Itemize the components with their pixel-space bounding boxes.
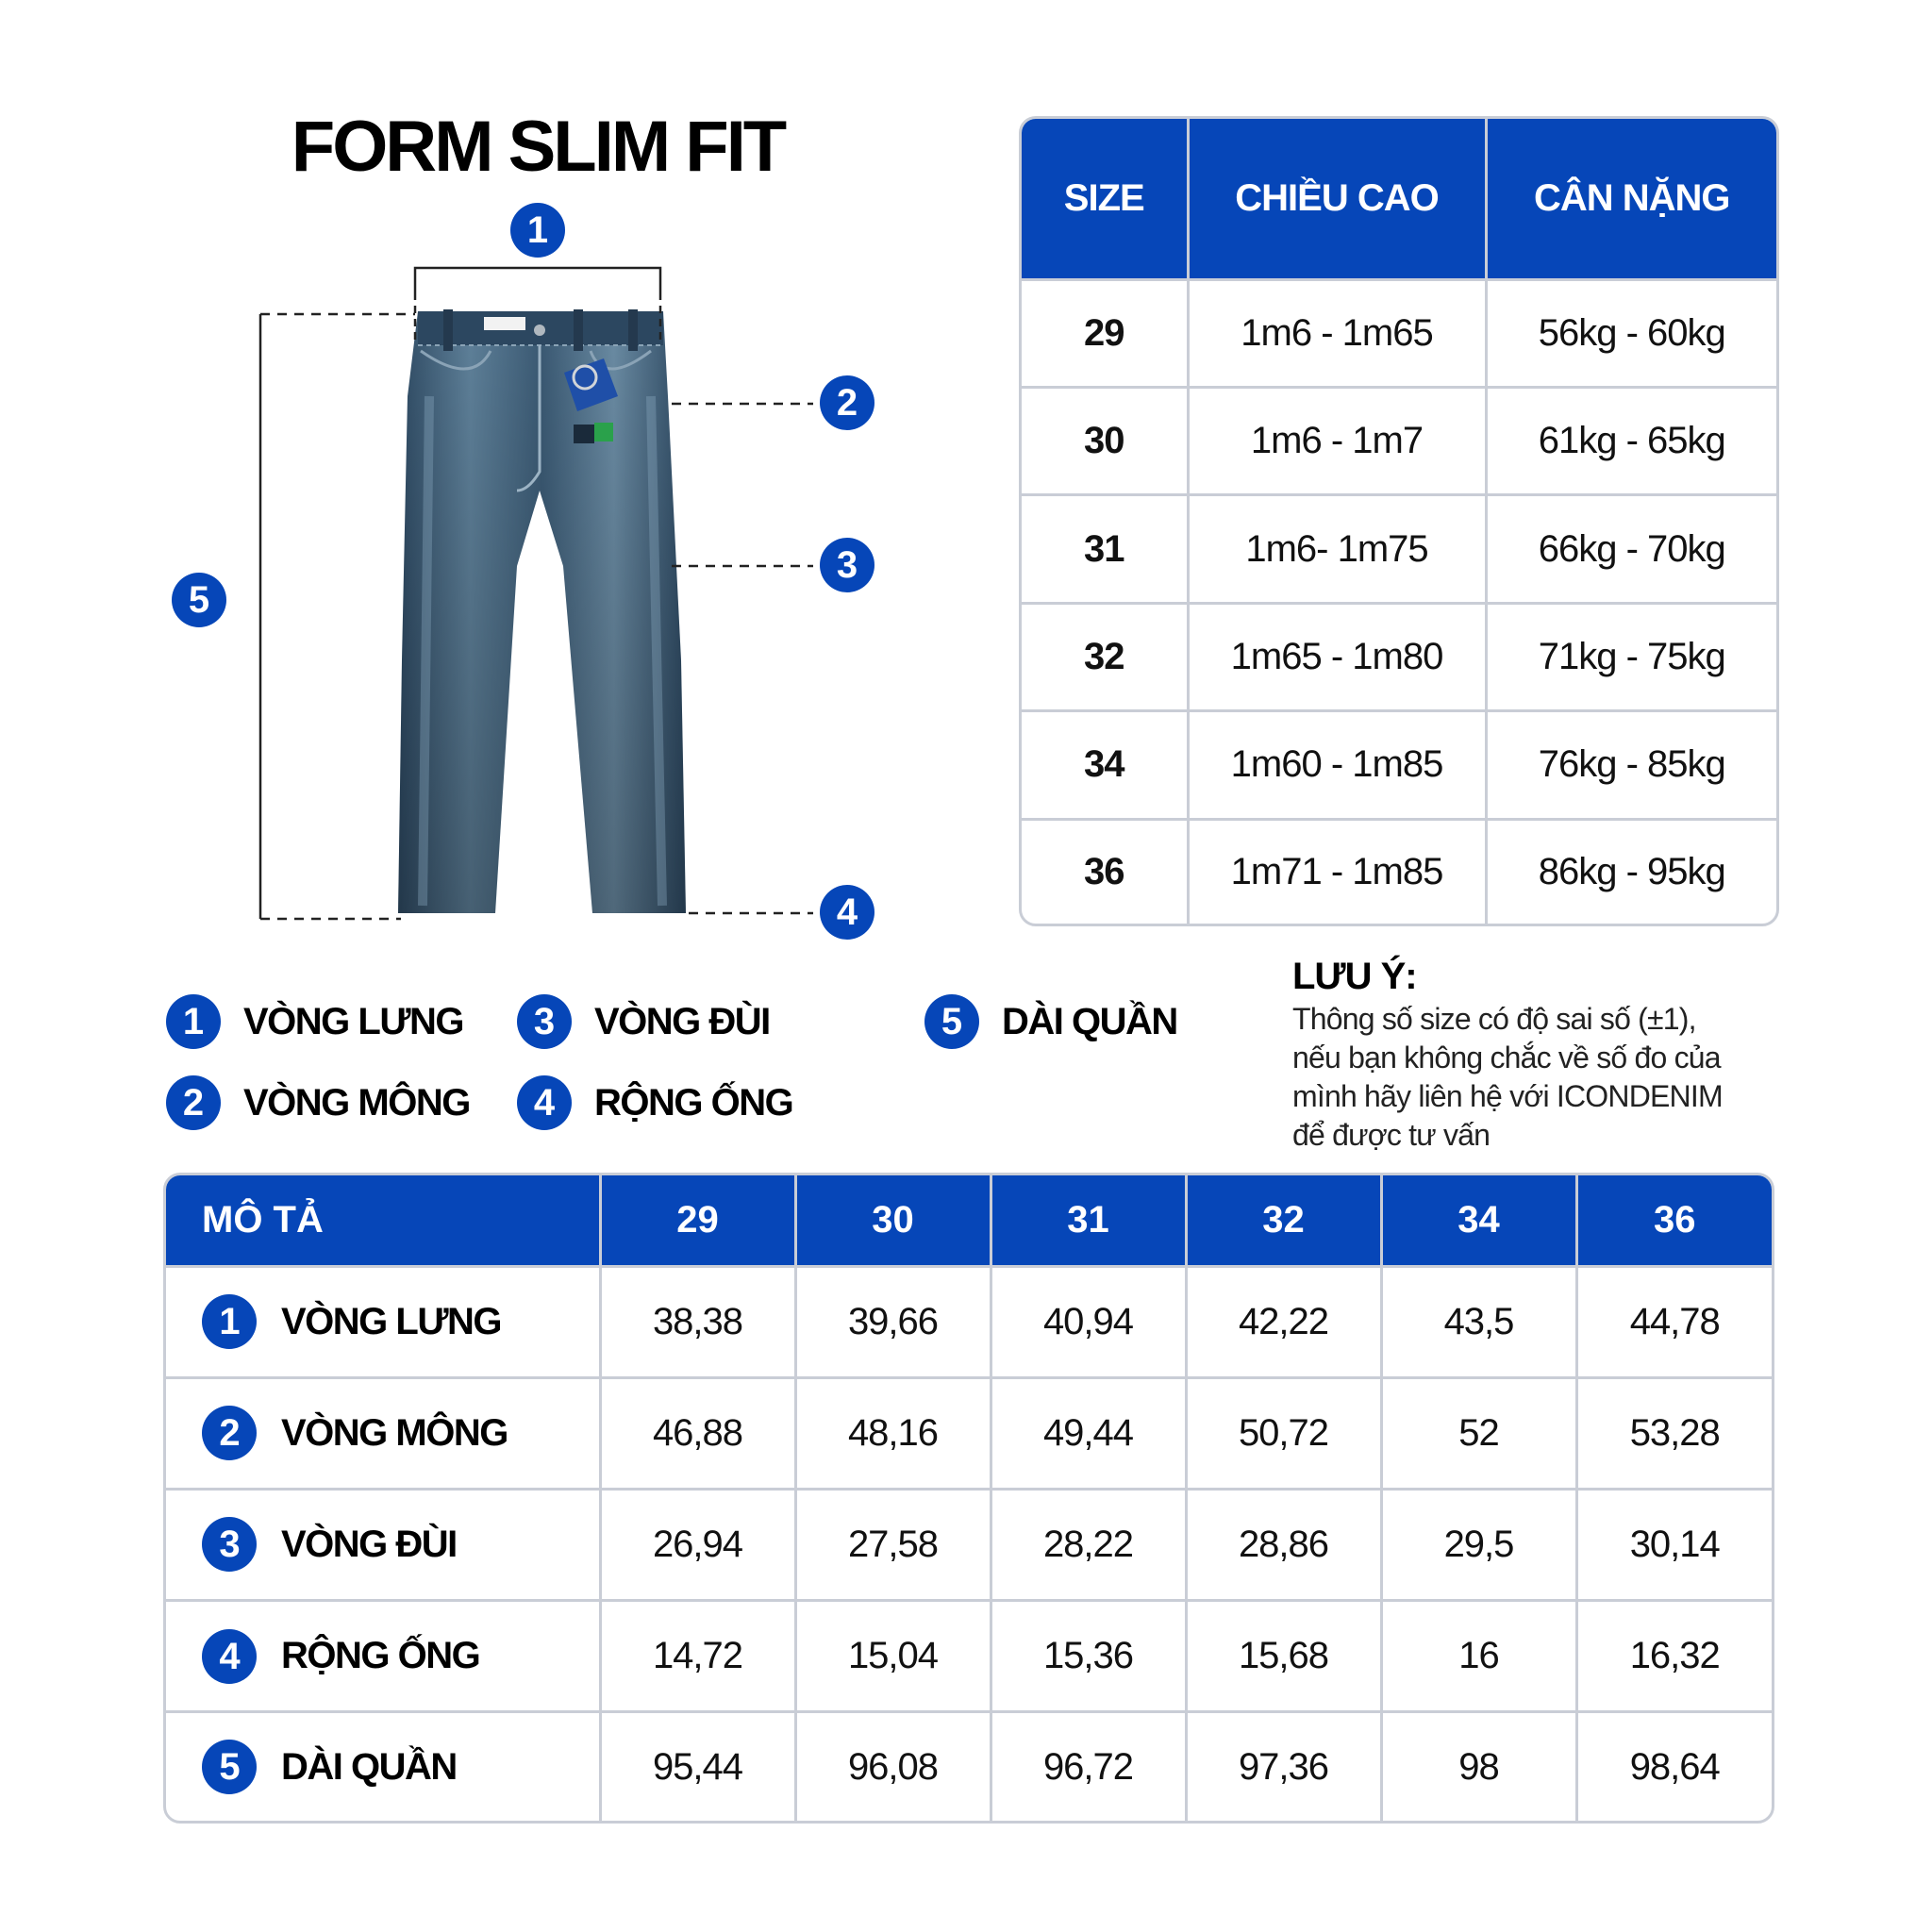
table-row bbox=[1022, 387, 1776, 494]
height-cell: 1m60 - 1m85 bbox=[1188, 711, 1486, 819]
row-label: VÒNG LƯNG bbox=[281, 1300, 502, 1342]
table-row bbox=[1022, 603, 1776, 710]
height-cell: 1m65 - 1m80 bbox=[1188, 603, 1486, 710]
legend-label: VÒNG ĐÙI bbox=[594, 1000, 770, 1042]
header-size-30: 30 bbox=[795, 1175, 991, 1266]
legend-badge: 2 bbox=[166, 1075, 221, 1130]
row-label: DÀI QUẦN bbox=[281, 1745, 457, 1788]
table-row bbox=[1022, 819, 1776, 924]
table-row bbox=[166, 1377, 1772, 1489]
measurement-table-header bbox=[166, 1175, 1772, 1266]
row-badge: 1 bbox=[202, 1294, 257, 1349]
size-table bbox=[1019, 116, 1779, 926]
value-cell: 96,72 bbox=[991, 1712, 1186, 1821]
legend-label: VÒNG MÔNG bbox=[243, 1081, 470, 1124]
weight-cell: 71kg - 75kg bbox=[1486, 603, 1776, 710]
value-cell: 15,36 bbox=[991, 1601, 1186, 1712]
header-size-36: 36 bbox=[1576, 1175, 1772, 1266]
note-title: LƯU Ý: bbox=[1292, 956, 1417, 997]
value-cell: 15,68 bbox=[1186, 1601, 1381, 1712]
legend-item-waist bbox=[166, 994, 463, 1049]
note-line: Thông số size có độ sai số (±1), bbox=[1292, 1002, 1696, 1036]
height-cell: 1m6 - 1m65 bbox=[1188, 279, 1486, 387]
value-cell: 15,04 bbox=[795, 1601, 991, 1712]
marker-leg-opening-badge: 4 bbox=[820, 885, 874, 940]
row-label-waist bbox=[202, 1294, 599, 1349]
value-cell: 98 bbox=[1381, 1712, 1576, 1821]
legend-item-thigh bbox=[517, 994, 770, 1049]
value-cell: 42,22 bbox=[1186, 1266, 1381, 1377]
legend-label: VÒNG LƯNG bbox=[243, 1000, 464, 1042]
header-weight: CÂN NẶNG bbox=[1486, 119, 1776, 279]
header-height: CHIỀU CAO bbox=[1188, 119, 1486, 279]
height-cell: 1m6- 1m75 bbox=[1188, 495, 1486, 603]
value-cell: 28,22 bbox=[991, 1489, 1186, 1600]
row-label: RỘNG ỐNG bbox=[281, 1635, 480, 1677]
marker-length-badge: 5 bbox=[172, 573, 226, 627]
value-cell: 44,78 bbox=[1576, 1266, 1772, 1377]
note-text bbox=[1292, 1000, 1783, 1155]
legend-badge: 3 bbox=[517, 994, 572, 1049]
size-cell: 30 bbox=[1022, 387, 1188, 494]
note bbox=[1292, 956, 1783, 1155]
note-line: để được tư vấn bbox=[1292, 1118, 1491, 1152]
row-label: VÒNG ĐÙI bbox=[281, 1523, 457, 1565]
table-row bbox=[166, 1712, 1772, 1821]
legend-badge: 4 bbox=[517, 1075, 572, 1130]
table-row bbox=[1022, 279, 1776, 387]
weight-cell: 76kg - 85kg bbox=[1486, 711, 1776, 819]
row-label-leg-opening bbox=[202, 1629, 599, 1684]
value-cell: 98,64 bbox=[1576, 1712, 1772, 1821]
value-cell: 14,72 bbox=[600, 1601, 795, 1712]
table-row bbox=[166, 1489, 1772, 1600]
weight-cell: 66kg - 70kg bbox=[1486, 495, 1776, 603]
value-cell: 16 bbox=[1381, 1601, 1576, 1712]
row-badge: 5 bbox=[202, 1740, 257, 1794]
jeans-illustration bbox=[398, 309, 686, 913]
table-row bbox=[166, 1601, 1772, 1712]
marker-thigh-badge: 3 bbox=[820, 538, 874, 592]
legend-item-hip bbox=[166, 1075, 470, 1130]
size-cell: 36 bbox=[1022, 819, 1188, 924]
row-label-hip bbox=[202, 1406, 599, 1460]
value-cell: 48,16 bbox=[795, 1377, 991, 1489]
value-cell: 49,44 bbox=[991, 1377, 1186, 1489]
header-size-32: 32 bbox=[1186, 1175, 1381, 1266]
header-size-34: 34 bbox=[1381, 1175, 1576, 1266]
value-cell: 29,5 bbox=[1381, 1489, 1576, 1600]
legend-badge: 1 bbox=[166, 994, 221, 1049]
size-table-header bbox=[1022, 119, 1776, 279]
size-cell: 31 bbox=[1022, 495, 1188, 603]
value-cell: 16,32 bbox=[1576, 1601, 1772, 1712]
legend-item-length bbox=[924, 994, 1177, 1049]
table-row bbox=[1022, 711, 1776, 819]
row-label-length bbox=[202, 1740, 599, 1794]
legend-item-leg-opening bbox=[517, 1075, 792, 1130]
value-cell: 30,14 bbox=[1576, 1489, 1772, 1600]
value-cell: 97,36 bbox=[1186, 1712, 1381, 1821]
value-cell: 43,5 bbox=[1381, 1266, 1576, 1377]
value-cell: 52 bbox=[1381, 1377, 1576, 1489]
value-cell: 46,88 bbox=[600, 1377, 795, 1489]
value-cell: 28,86 bbox=[1186, 1489, 1381, 1600]
legend-label: DÀI QUẦN bbox=[1002, 1000, 1177, 1042]
table-row bbox=[1022, 495, 1776, 603]
value-cell: 38,38 bbox=[600, 1266, 795, 1377]
note-line: nếu bạn không chắc về số đo của bbox=[1292, 1041, 1721, 1074]
size-cell: 32 bbox=[1022, 603, 1188, 710]
header-size-31: 31 bbox=[991, 1175, 1186, 1266]
page-title: FORM SLIM FIT bbox=[291, 107, 785, 187]
row-badge: 4 bbox=[202, 1629, 257, 1684]
value-cell: 95,44 bbox=[600, 1712, 795, 1821]
marker-waist-badge: 1 bbox=[510, 203, 565, 258]
legend-label: RỘNG ỐNG bbox=[594, 1081, 793, 1124]
weight-cell: 56kg - 60kg bbox=[1486, 279, 1776, 387]
height-cell: 1m6 - 1m7 bbox=[1188, 387, 1486, 494]
header-size: SIZE bbox=[1022, 119, 1188, 279]
weight-cell: 86kg - 95kg bbox=[1486, 819, 1776, 924]
legend-badge: 5 bbox=[924, 994, 979, 1049]
row-label: VÒNG MÔNG bbox=[281, 1411, 508, 1454]
value-cell: 50,72 bbox=[1186, 1377, 1381, 1489]
row-badge: 3 bbox=[202, 1517, 257, 1572]
value-cell: 27,58 bbox=[795, 1489, 991, 1600]
row-badge: 2 bbox=[202, 1406, 257, 1460]
value-cell: 39,66 bbox=[795, 1266, 991, 1377]
height-cell: 1m71 - 1m85 bbox=[1188, 819, 1486, 924]
header-size-29: 29 bbox=[600, 1175, 795, 1266]
measurement-table bbox=[163, 1173, 1774, 1824]
size-cell: 29 bbox=[1022, 279, 1188, 387]
table-row bbox=[166, 1266, 1772, 1377]
size-cell: 34 bbox=[1022, 711, 1188, 819]
value-cell: 53,28 bbox=[1576, 1377, 1772, 1489]
marker-hip-badge: 2 bbox=[820, 375, 874, 430]
weight-cell: 61kg - 65kg bbox=[1486, 387, 1776, 494]
value-cell: 26,94 bbox=[600, 1489, 795, 1600]
header-description: MÔ TẢ bbox=[166, 1175, 600, 1266]
value-cell: 40,94 bbox=[991, 1266, 1186, 1377]
row-label-thigh bbox=[202, 1517, 599, 1572]
value-cell: 96,08 bbox=[795, 1712, 991, 1821]
note-line: mình hãy liên hệ với ICONDENIM bbox=[1292, 1079, 1723, 1113]
